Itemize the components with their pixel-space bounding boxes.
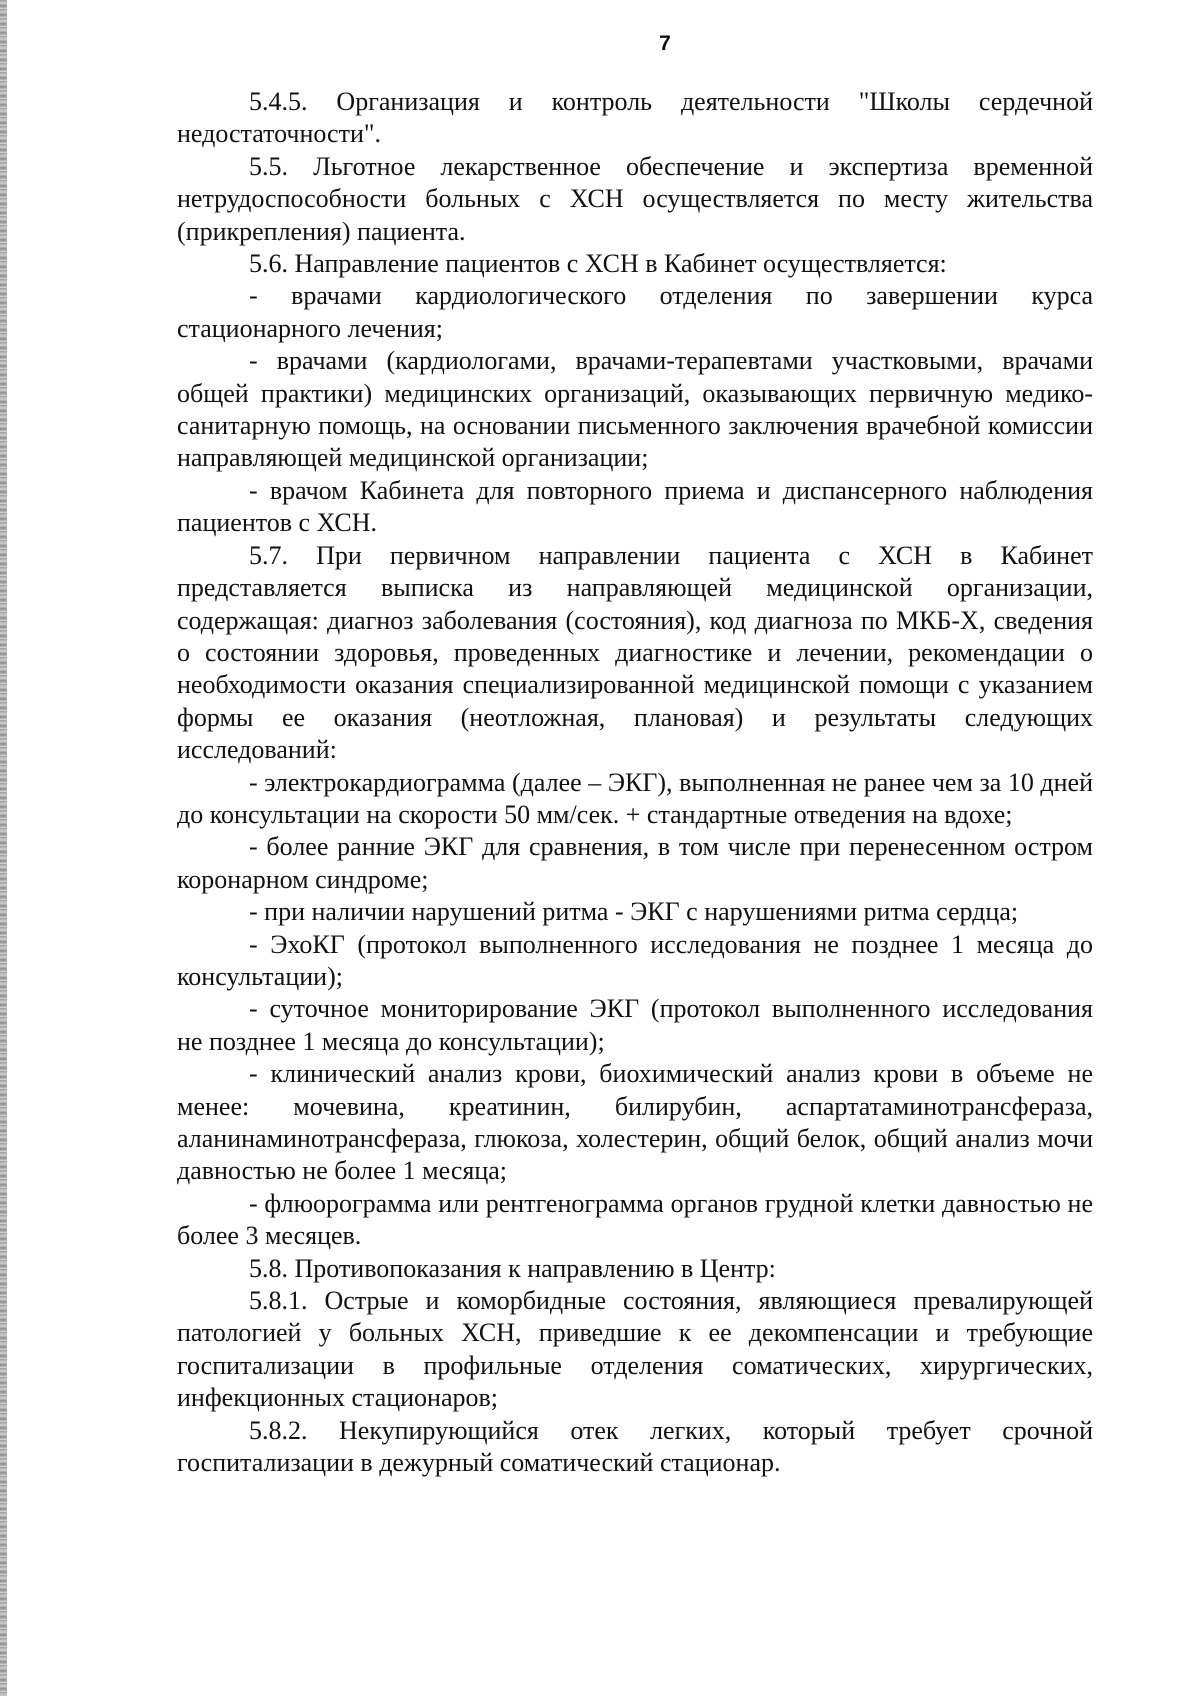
paragraph-5-8-1: 5.8.1. Острые и коморбидные состояния, являющиеся превалирующей патологией у больных ХСН, приведшие к ее декомпенсации и требующие госпитализации в профильные отделения соматических, хирургических, инфекционных стационаров; [177,1286,1093,1413]
list-item: - при наличии нарушений ритма - ЭКГ с нарушениями ритма сердца; [249,897,1019,927]
list-item: - более ранние ЭКГ для сравнения, в том числе при перенесенном остром коронарном синдроме; [177,832,1093,894]
list-item: - врачами (кардиологами, врачами-терапевтами участковыми, врачами общей практики) медицинских организаций, оказывающих первичную медико-санитарную помощь, на основании письменного заключения врачебной комиссии направляющей медицинской организации; [177,346,1093,473]
list-item: - врачами кардиологического отделения по завершении курса стационарного лечения; [177,281,1093,343]
list-item: - суточное мониторирование ЭКГ (протокол выполненного исследования не позднее 1 месяца до консультации); [177,994,1093,1056]
list-item: - врачом Кабинета для повторного приема и диспансерного наблюдения пациентов с ХСН. [177,475,1093,538]
paragraph-5-7: 5.7. При первичном направлении пациента с ХСН в Кабинет представляется выписка из направляющей медицинской организации, содержащая: диагноз заболевания (состояния), код диагноза по МКБ-Х, сведения о состоянии здоровья, проведенных диагностике и лечении, рекомендации о необходимости оказания специализированной медицинской помощи с указанием формы ее оказания (неотложная, плановая) и результаты следующих исследований: [177,540,1093,765]
paragraph-5-4-5: 5.4.5. Организация и контроль деятельности "Школы сердечной недостаточности". [177,87,1093,149]
paragraph-5-8-2: 5.8.2. Некупирующийся отек легких, который требует срочной госпитализации в дежурный соматический стационар. [177,1415,1093,1478]
document-body [177,86,1093,1479]
page-number: 7 [659,32,671,55]
scan-edge [0,0,7,1696]
list-item: - ЭхоКГ (протокол выполненного исследования не позднее 1 месяца до консультации); [177,929,1093,991]
paragraph-5-8: 5.8. Противопоказания к направлению в Центр: [249,1253,776,1283]
list-item: - электрокардиограмма (далее – ЭКГ), выполненная не ранее чем за 10 дней до консультации на скорости 50 мм/сек. + стандартные отведения на вдохе; [177,767,1093,829]
list-item: - флюорограмма или рентгенограмма органов грудной клетки давностью не более 3 месяцев. [177,1188,1093,1251]
list-item: - клинический анализ крови, биохимический анализ крови в объеме не менее: мочевина, креатинин, билирубин, аспартатаминотрансфераза, аланинаминотрансфераза, глюкоза, холестерин, общий белок, общий анализ мочи давностью не более 1 месяца; [177,1059,1093,1186]
paragraph-5-6: 5.6. Направление пациентов с ХСН в Кабинет осуществляется: [249,249,947,279]
paragraph-5-5: 5.5. Льготное лекарственное обеспечение и экспертиза временной нетрудоспособности больных с ХСН осуществляется по месту жительства (прикрепления) пациента. [177,151,1093,246]
